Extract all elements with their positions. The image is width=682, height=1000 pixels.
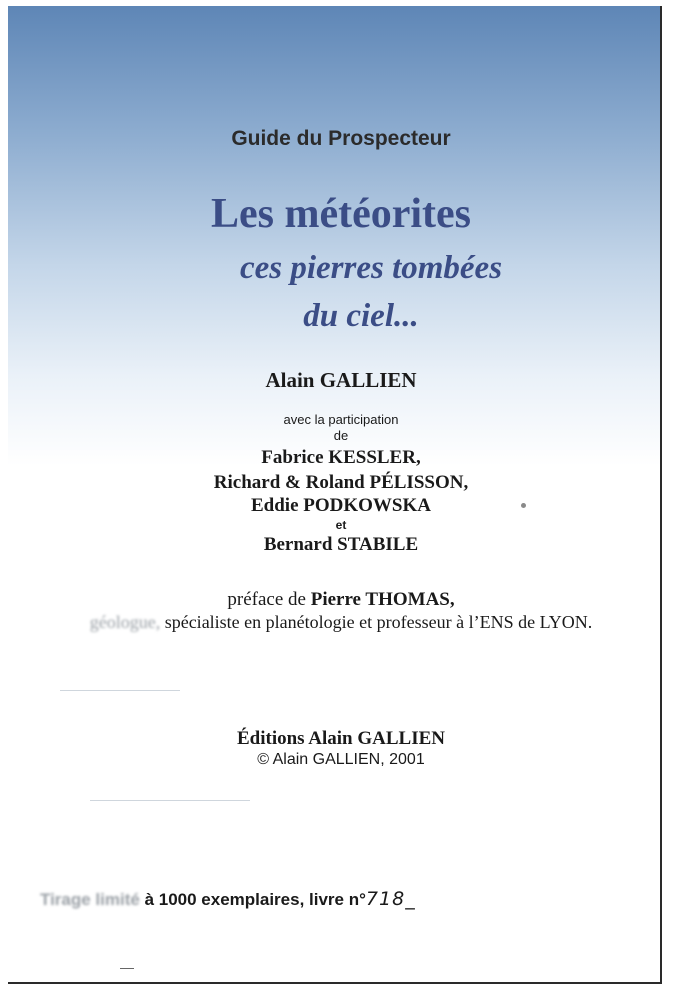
preface-author: Pierre THOMAS, bbox=[310, 589, 455, 610]
book-subtitle-line1: ces pierres tombées bbox=[239, 250, 503, 286]
handwritten-copy-number: 718 bbox=[365, 888, 406, 910]
preface-role-text: spécialiste en planétologie et professeur à l’ENS de LYON. bbox=[164, 612, 593, 632]
preface-credit bbox=[0, 589, 682, 611]
scan-speck bbox=[521, 503, 526, 508]
participation-de: de bbox=[333, 428, 349, 443]
copyright-notice: © Alain GALLIEN, 2001 bbox=[257, 751, 425, 768]
book-subtitle-line2: du ciel... bbox=[303, 298, 419, 334]
contributor-line: Eddie PODKOWSKA bbox=[251, 495, 431, 516]
contributor-line: Richard & Roland PÉLISSON, bbox=[213, 472, 469, 493]
series-title: Guide du Prospecteur bbox=[231, 127, 451, 150]
book-title: Les météorites bbox=[210, 191, 472, 237]
preface-role bbox=[0, 612, 682, 633]
bleed-through-mark bbox=[60, 690, 180, 691]
participation-intro: avec la participation bbox=[283, 412, 399, 427]
handwritten-dash: _ bbox=[405, 888, 416, 910]
publisher-name: Éditions Alain GALLIEN bbox=[236, 728, 446, 749]
bleed-through-mark bbox=[90, 800, 250, 801]
edition-note-text: à 1000 exemplaires, livre n° bbox=[144, 890, 366, 909]
scan-mark bbox=[120, 968, 134, 969]
participation-et: et bbox=[335, 518, 347, 532]
contributor-line: Bernard STABILE bbox=[263, 534, 419, 555]
contributor-line: Fabrice KESSLER, bbox=[261, 447, 421, 468]
preface-role-blurred: géologue, bbox=[89, 612, 161, 632]
author-name: Alain GALLIEN bbox=[265, 368, 417, 392]
preface-prefix: préface de bbox=[227, 589, 306, 610]
edition-note-blurred: Tirage limité bbox=[40, 890, 140, 909]
edition-note bbox=[40, 888, 416, 910]
